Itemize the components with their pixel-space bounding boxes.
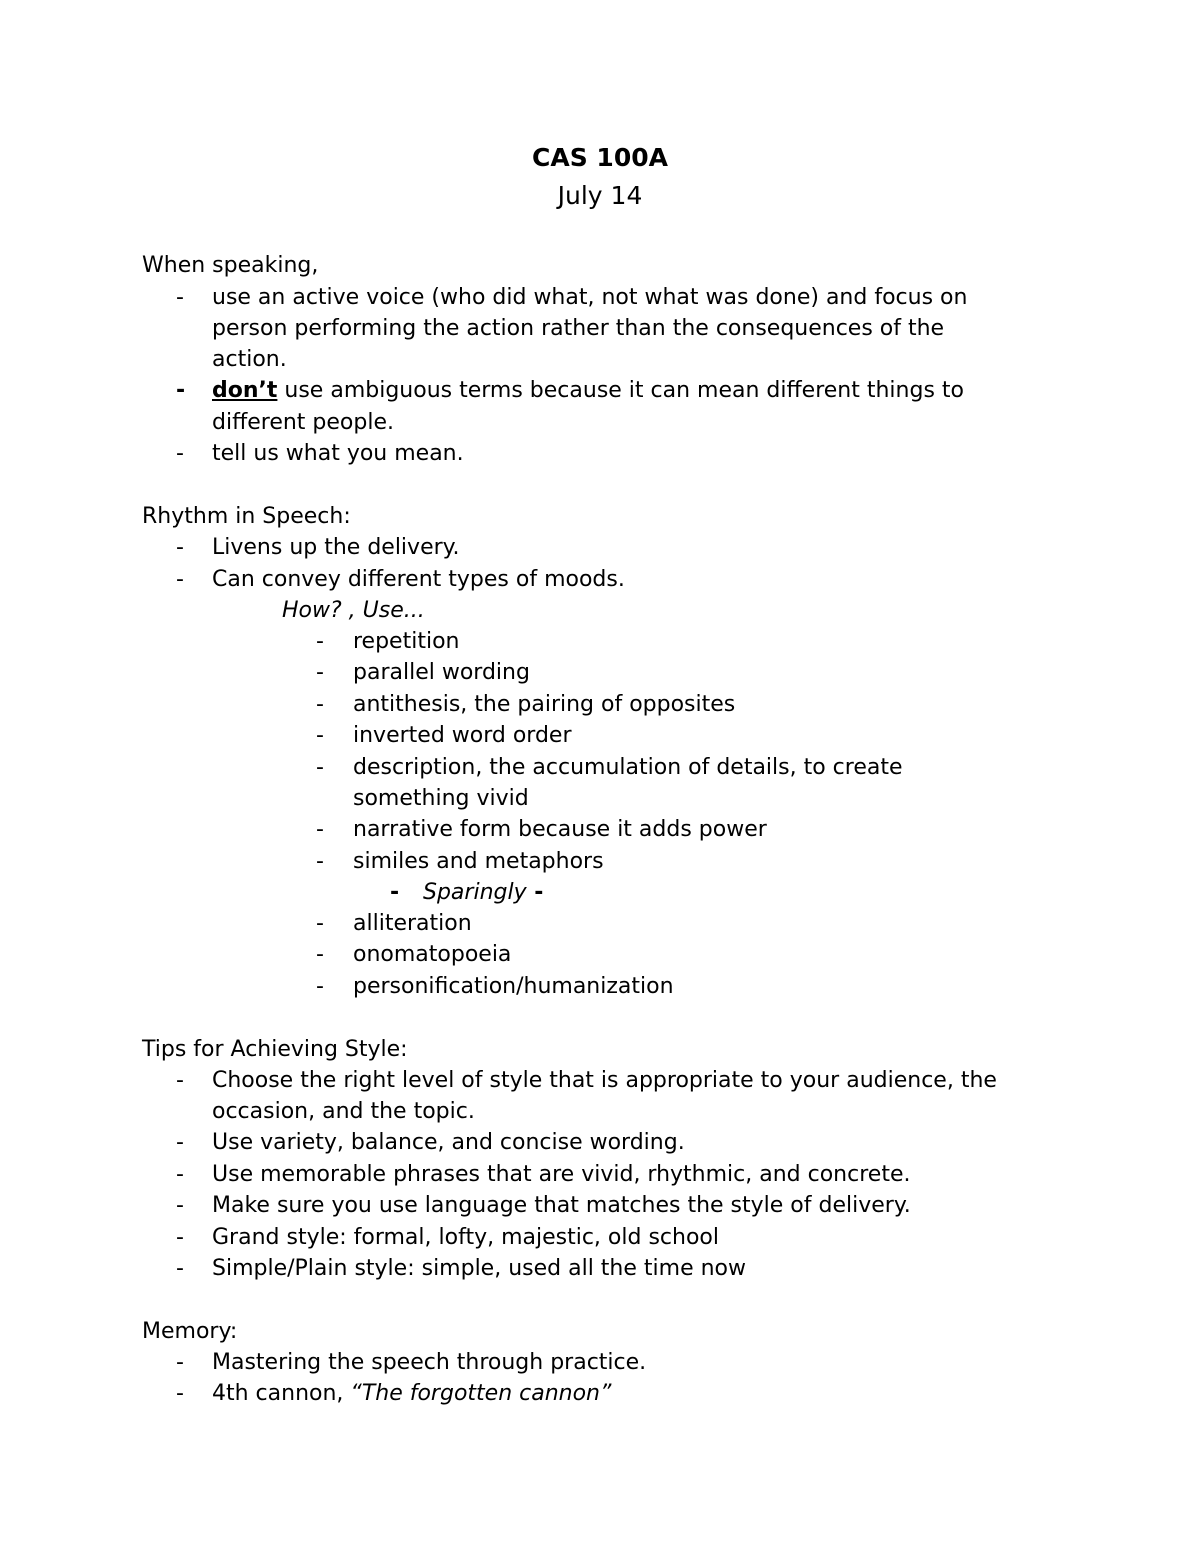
bullet-dash: - xyxy=(176,1068,184,1093)
bullet-text: Make sure you use language that matches the style of delivery. xyxy=(212,1193,911,1218)
bullet-dash: - xyxy=(176,1193,184,1218)
bullet-dash: - xyxy=(316,723,324,748)
list-item: inverted word order xyxy=(353,723,572,748)
bullet-text-rest: use ambiguous terms because it can mean different things to xyxy=(277,378,964,403)
bullet-text: Can convey different types of moods. xyxy=(212,567,625,592)
heading-rhythm: Rhythm in Speech: xyxy=(142,504,351,529)
bullet-text: different people. xyxy=(212,410,394,435)
how-use-label: How? , Use... xyxy=(282,598,425,623)
bullet-text: Grand style: formal, lofty, majestic, old school xyxy=(212,1225,719,1250)
bullet-dash: - xyxy=(176,1350,184,1375)
bullet-text: Choose the right level of style that is appropriate to your audience, the xyxy=(212,1068,997,1093)
trailing-dash: - xyxy=(526,880,544,905)
list-item: onomatopoeia xyxy=(353,942,512,967)
list-item: alliteration xyxy=(353,911,472,936)
bullet-dash: - xyxy=(316,942,324,967)
list-item: description, the accumulation of details, to create xyxy=(353,755,903,780)
bullet-dash: - xyxy=(316,755,324,780)
bullet-dash: - xyxy=(316,911,324,936)
bullet-dash: - xyxy=(176,1381,184,1406)
bullet-dash: - xyxy=(390,880,400,905)
bullet-dash: - xyxy=(176,378,186,403)
bullet-dash: - xyxy=(316,660,324,685)
page-title: CAS 100A xyxy=(532,143,668,172)
bullet-text: person performing the action rather than the consequences of the xyxy=(212,316,945,341)
bullet-text: use an active voice (who did what, not what was done) and focus on xyxy=(212,285,968,310)
bullet-dash: - xyxy=(316,849,324,874)
bullet-dash: - xyxy=(176,1256,184,1281)
sparingly-note xyxy=(423,879,543,907)
list-item: antithesis, the pairing of opposites xyxy=(353,692,736,717)
list-item: parallel wording xyxy=(353,660,530,685)
bullet-dash: - xyxy=(316,974,324,999)
heading-style-tips: Tips for Achieving Style: xyxy=(142,1037,408,1062)
bullet-text: Use memorable phrases that are vivid, rhythmic, and concrete. xyxy=(212,1162,911,1187)
list-item: repetition xyxy=(353,629,460,654)
bullet-text: Mastering the speech through practice. xyxy=(212,1350,647,1375)
bullet-text-dont xyxy=(212,377,964,405)
bullet-text: Use variety, balance, and concise wording. xyxy=(212,1130,685,1155)
bullet-dash: - xyxy=(316,629,324,654)
heading-memory: Memory: xyxy=(142,1319,238,1344)
bullet-dash: - xyxy=(176,1225,184,1250)
bullet-dash: - xyxy=(316,692,324,717)
bullet-text: tell us what you mean. xyxy=(212,441,464,466)
cannon-prefix: 4th cannon, xyxy=(212,1381,351,1406)
cannon-quote: “The forgotten cannon” xyxy=(350,1381,612,1406)
list-item: narrative form because it adds power xyxy=(353,817,767,842)
list-item: similes and metaphors xyxy=(353,849,604,874)
bullet-text: Livens up the delivery. xyxy=(212,535,460,560)
bullet-text-cannon xyxy=(212,1380,611,1408)
emphasis-dont: don’t xyxy=(212,378,278,403)
page-date: July 14 xyxy=(557,181,643,210)
heading-when-speaking: When speaking, xyxy=(142,253,319,278)
list-item: something vivid xyxy=(353,786,529,811)
bullet-text: action. xyxy=(212,347,287,372)
bullet-dash: - xyxy=(176,1162,184,1187)
bullet-text: Simple/Plain style: simple, used all the time now xyxy=(212,1256,746,1281)
bullet-dash: - xyxy=(176,1130,184,1155)
bullet-dash: - xyxy=(176,567,184,592)
bullet-dash: - xyxy=(176,441,184,466)
list-item: personification/humanization xyxy=(353,974,674,999)
bullet-dash: - xyxy=(316,817,324,842)
bullet-text: occasion, and the topic. xyxy=(212,1099,475,1124)
bullet-dash: - xyxy=(176,285,184,310)
sparingly-text: Sparingly xyxy=(423,880,527,905)
bullet-dash: - xyxy=(176,535,184,560)
